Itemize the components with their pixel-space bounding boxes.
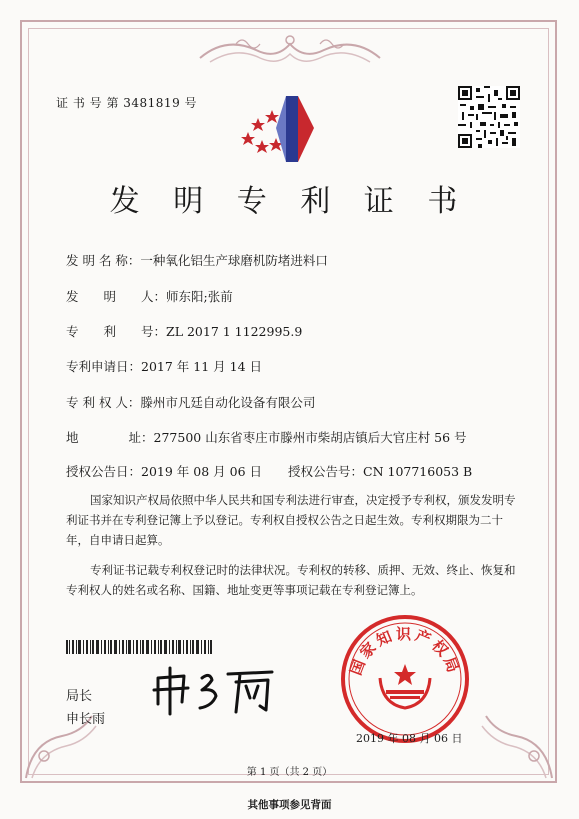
inventor-row <box>66 287 233 305</box>
seal-text: 国家知识产权局 <box>346 625 464 678</box>
inventor-value: 师东阳;张前 <box>166 289 233 304</box>
patent-number-row <box>66 322 302 340</box>
legal-status-paragraph: 专利证书记载专利权登记时的法律状况。专利权的转移、质押、无效、终止、恢复和专利权人的姓名或名称、国籍、地址变更等事项记载在专利登记簿上。 <box>66 563 516 597</box>
invention-name-label: 发 明 名 称： <box>66 253 141 268</box>
handwritten-signature <box>150 664 280 716</box>
address-value: 277500 山东省枣庄市滕州市柴胡店镇后大官庄村 56 号 <box>153 430 467 445</box>
address-label: 地 址： <box>66 430 154 445</box>
director-name: 申长雨 <box>66 712 106 727</box>
footer-note: 其他事项参见背面 <box>247 799 332 811</box>
qr-code-icon <box>458 86 520 148</box>
barcode-icon <box>66 640 212 654</box>
invention-name-value: 一种氧化铝生产球磨机防堵进料口 <box>140 253 328 268</box>
patent-number-label: 专 利 号： <box>66 324 167 339</box>
certificate-number: 证 书 号 第 3481819 号 <box>56 96 198 110</box>
page-number: 第 1 页（共 2 页） <box>246 767 333 778</box>
patentee-row <box>66 393 315 411</box>
inventor-label: 发 明 人： <box>66 289 167 304</box>
top-ornament <box>196 30 384 70</box>
seal-date: 2019 年 08 月 06 日 <box>356 732 463 745</box>
cnipa-emblem-icon <box>240 88 330 168</box>
grant-number-value: CN 107716053 B <box>363 464 473 479</box>
patentee-label: 专 利 权 人： <box>66 395 141 410</box>
patentee-value: 滕州市凡廷自动化设备有限公司 <box>140 395 316 410</box>
grant-date-label: 授权公告日： <box>66 464 142 479</box>
certificate-title: 发 明 专 利 证 书 <box>109 184 470 219</box>
filing-date-value: 2017 年 11 月 14 日 <box>141 359 263 374</box>
filing-date-row <box>66 357 262 375</box>
grant-number-label: 授权公告号： <box>288 464 364 479</box>
filing-date-label: 专利申请日： <box>66 359 142 374</box>
grant-statement-paragraph: 国家知识产权局依照中华人民共和国专利法进行审查，决定授予专利权，颁发发明专利证书并在专利登记簿上予以登记。专利权自授权公告之日起生效。专利权期限为二十年，自申请日起算。 <box>66 493 516 547</box>
invention-name-row <box>66 251 328 269</box>
grant-number-row <box>288 462 472 480</box>
grant-date-row <box>66 462 262 480</box>
address-row <box>66 428 467 446</box>
official-seal <box>338 612 472 746</box>
patent-number-value: ZL 2017 1 1122995.9 <box>166 324 303 339</box>
director-title: 局长 <box>66 689 93 704</box>
grant-date-value: 2019 年 08 月 06 日 <box>141 464 263 479</box>
